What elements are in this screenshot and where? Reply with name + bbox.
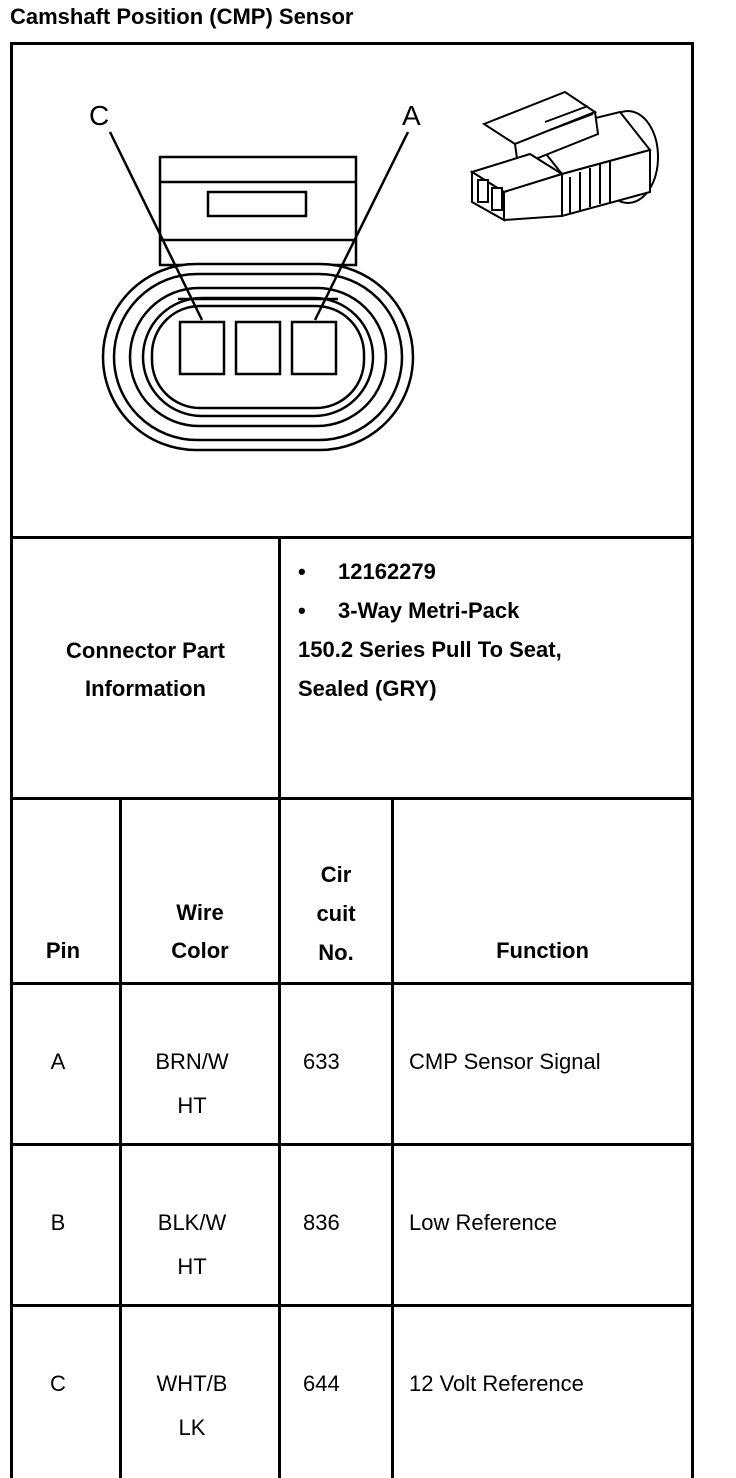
connector-desc-line1: 150.2 Series Pull To Seat, (298, 637, 562, 662)
connector-type: 3-Way Metri-Pack (338, 598, 520, 623)
connector-diagram (10, 42, 694, 536)
connector-isometric-icon (472, 92, 658, 220)
page-title: Camshaft Position (CMP) Sensor (10, 4, 354, 29)
connector-part-label-line2: Information (85, 676, 206, 701)
row-c-function: 12 Volt Reference (409, 1371, 584, 1396)
connector-type-bullet (298, 598, 519, 624)
bullet-dot: • (298, 598, 306, 623)
connector-table (10, 42, 694, 1478)
row-c-wire-line2: LK (178, 1415, 206, 1440)
part-number-bullet (298, 559, 436, 585)
row-b-wire-line1: BLK/W (157, 1210, 227, 1235)
divider-connector (10, 797, 694, 800)
header-wire-color-line1: Wire (176, 900, 224, 925)
pin-label-c: C (89, 100, 110, 131)
divider-header (10, 982, 694, 985)
row-a-wire-line1: BRN/W (155, 1049, 229, 1074)
row-b-wire-color (122, 1208, 262, 1282)
part-number: 12162279 (338, 559, 436, 584)
col-divider-connector (278, 536, 281, 1478)
header-circuit-no (281, 855, 391, 972)
col-divider-circuit (391, 797, 394, 1478)
row-a-wire-color (122, 1047, 262, 1121)
row-c-wire-color (122, 1369, 262, 1443)
divider-row-b (10, 1304, 694, 1307)
divider-diagram (10, 536, 694, 539)
connector-part-label-line1: Connector Part (66, 638, 225, 663)
row-b-circuit: 836 (303, 1210, 340, 1235)
row-a-wire-line2: HT (177, 1093, 207, 1118)
row-b-function: Low Reference (409, 1210, 557, 1235)
row-b-pin: B (50, 1210, 66, 1235)
header-circuit-line3: No. (318, 940, 354, 965)
connector-part-label (13, 632, 278, 708)
header-function: Function (496, 938, 589, 963)
row-a-circuit: 633 (303, 1049, 340, 1074)
row-a-function: CMP Sensor Signal (409, 1049, 601, 1074)
bullet-dot: • (298, 559, 306, 584)
divider-row-a (10, 1143, 694, 1146)
row-a-pin: A (50, 1049, 66, 1074)
header-circuit-line1: Cir (320, 862, 352, 887)
header-wire-color (122, 894, 278, 970)
row-c-wire-line1: WHT/B (156, 1371, 228, 1396)
header-pin: Pin (45, 938, 81, 963)
row-c-circuit: 644 (303, 1371, 340, 1396)
row-b-wire-line2: HT (177, 1254, 207, 1279)
header-wire-color-line2: Color (171, 938, 229, 963)
connector-desc-line2: Sealed (GRY) (298, 676, 437, 701)
row-c-pin: C (50, 1371, 66, 1396)
header-circuit-line2: cuit (316, 901, 356, 926)
pin-label-a: A (402, 100, 421, 131)
